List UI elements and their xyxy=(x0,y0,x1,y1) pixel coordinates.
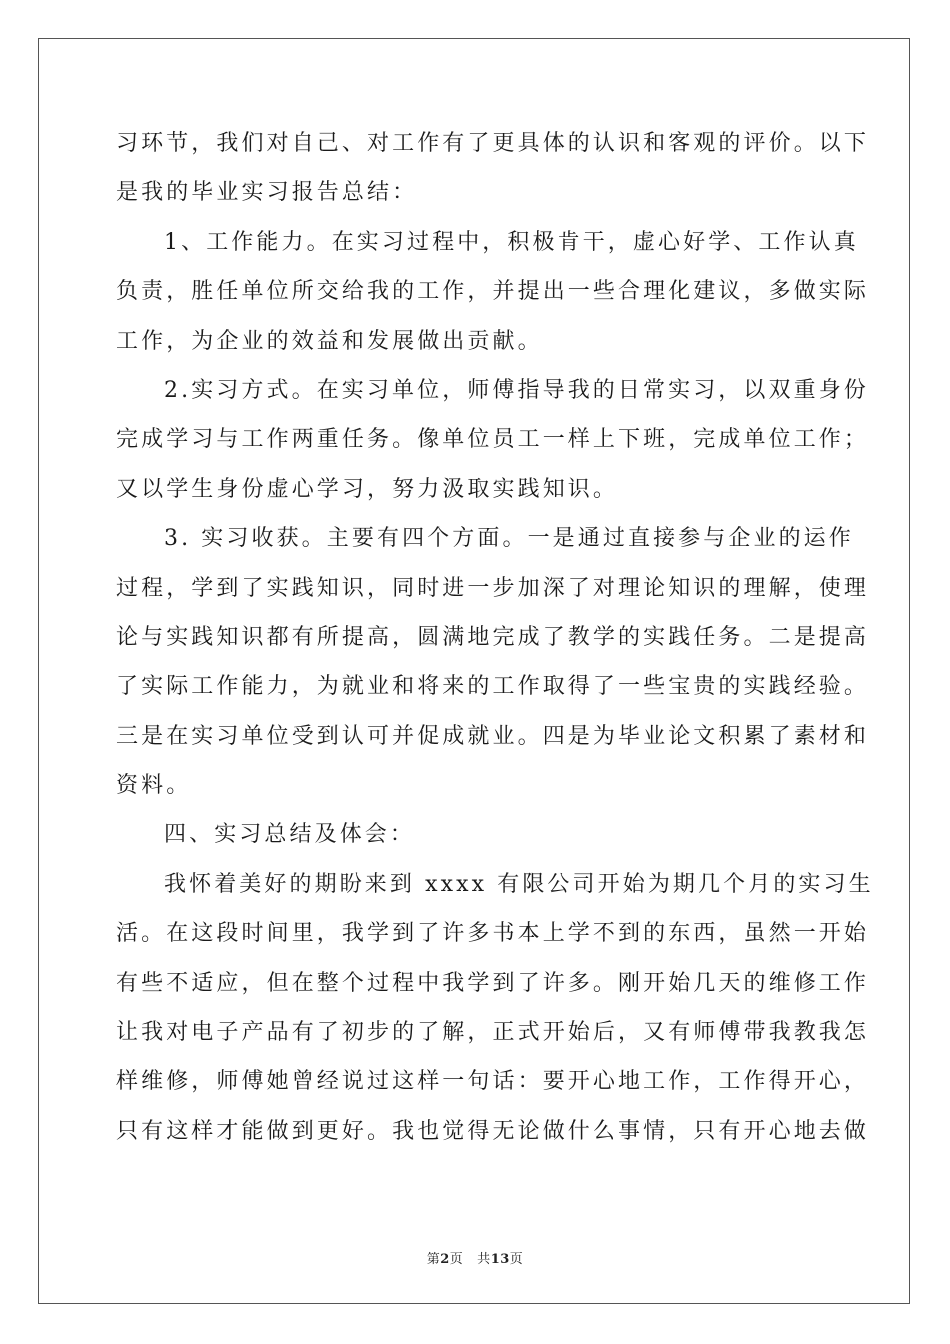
text-line: 3. 实习收获。主要有四个方面。一是通过直接参与企业的运作 xyxy=(164,526,854,552)
text-line: 完成学习与工作两重任务。像单位员工一样上下班，完成单位工作； xyxy=(116,427,870,453)
text-line: 只有这样才能做到更好。我也觉得无论做什么事情，只有开心地去做 xyxy=(116,1118,870,1144)
text-line: 又以学生身份虚心学习，努力汲取实践知识。 xyxy=(116,476,619,502)
footer-total-suffix: 页 xyxy=(509,1252,524,1267)
text-line: 工作，为企业的效益和发展做出贡献。 xyxy=(116,328,543,354)
text-line: 资料。 xyxy=(116,773,192,799)
footer-page-suffix: 页 xyxy=(449,1252,464,1267)
text-line: 负责，胜任单位所交给我的工作，并提出一些合理化建议，多做实际 xyxy=(116,279,870,305)
text-line: 过程，学到了实践知识，同时进一步加深了对理论知识的理解，使理 xyxy=(116,575,870,601)
text-line: 三是在实习单位受到认可并促成就业。四是为毕业论文积累了素材和 xyxy=(116,723,870,749)
text-line: 样维修，师傅她曾经说过这样一句话：要开心地工作，工作得开心， xyxy=(116,1069,870,1095)
text-line: 1、工作能力。在实习过程中，积极肯干，虚心好学、工作认真 xyxy=(164,229,859,255)
footer-prefix: 第 xyxy=(426,1252,441,1267)
text-line: 了实际工作能力，为就业和将来的工作取得了一些宝贵的实践经验。 xyxy=(116,674,870,700)
footer-total-pages: 13 xyxy=(490,1252,510,1267)
page-footer xyxy=(0,1248,950,1267)
text-line: 我怀着美好的期盼来到 xxxx 有限公司开始为期几个月的实习生 xyxy=(164,871,874,897)
text-line: 习环节，我们对自己、对工作有了更具体的认识和客观的评价。以下 xyxy=(116,131,870,156)
text-line: 活。在这段时间里，我学到了许多书本上学不到的东西，虽然一开始 xyxy=(116,921,870,947)
text-line: 四、实习总结及体会： xyxy=(164,822,416,848)
footer-page-number: 2 xyxy=(440,1252,450,1267)
text-line: 有些不适应，但在整个过程中我学到了许多。刚开始几天的维修工作 xyxy=(116,970,870,996)
document-body xyxy=(116,119,874,1156)
text-line: 让我对电子产品有了初步的了解，正式开始后，又有师傅带我教我怎 xyxy=(116,1020,870,1046)
text-line: 论与实践知识都有所提高，圆满地完成了教学的实践任务。二是提高 xyxy=(116,624,870,650)
text-line: 2.实习方式。在实习单位，师傅指导我的日常实习，以双重身份 xyxy=(164,377,869,403)
text-line: 是我的毕业实习报告总结： xyxy=(116,180,418,206)
footer-total-prefix: 共 xyxy=(477,1252,491,1267)
